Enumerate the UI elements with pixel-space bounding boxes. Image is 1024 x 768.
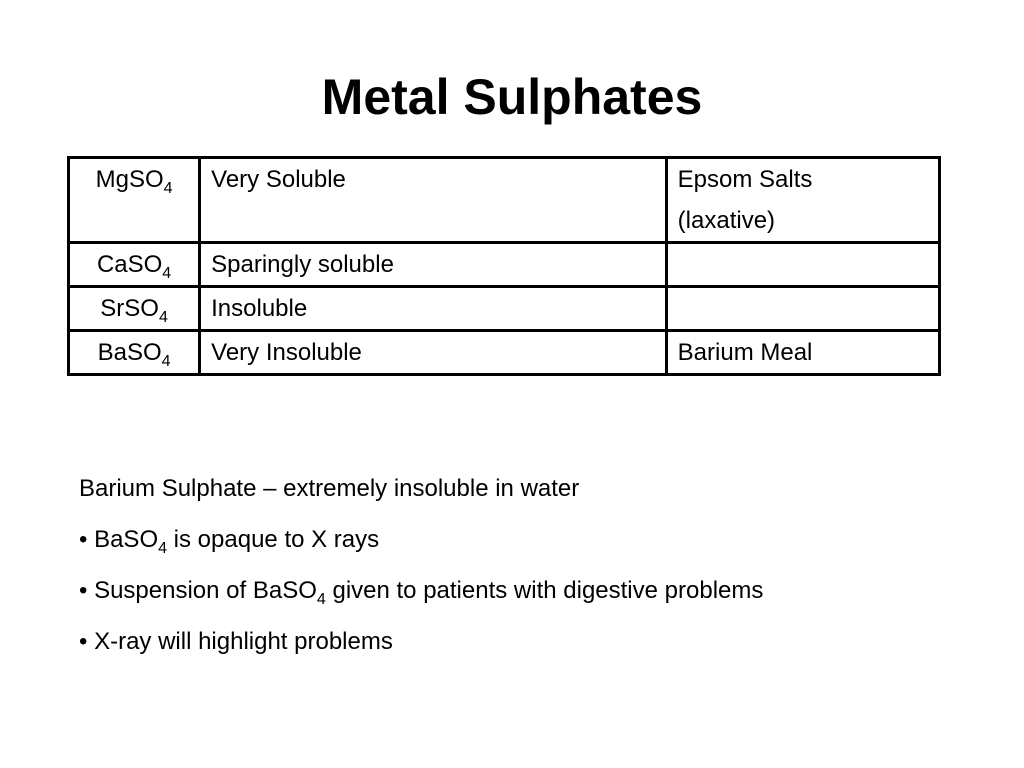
bullet-suspension [79,572,979,623]
bullet-text: • Suspension of [79,577,253,604]
notes-heading: Barium Sulphate – extremely insoluble in water [79,475,580,502]
formula-cell [69,331,200,375]
solubility-cell: Insoluble [200,287,667,331]
formula-base: BaSO [252,577,317,604]
formula-cell [69,287,200,331]
formula-cell [69,243,200,287]
formula-subscript: 4 [316,591,326,608]
formula-base: CaSO [96,251,163,278]
formula-subscript: 4 [161,353,171,370]
bullet-text: • [79,526,95,553]
formula-subscript: 4 [163,180,173,197]
bullet-text: given to patients with digestive problems [325,577,764,604]
solubility-cell: Very Soluble [200,158,667,243]
formula-base: SrSO [100,295,159,322]
table-row-caso4 [69,243,940,287]
table-row-baso4 [69,331,940,375]
use-line-1: Epsom Salts [677,166,813,193]
use-cell [666,243,939,287]
table-row-srso4 [69,287,940,331]
use-cell: Barium Meal [666,331,939,375]
use-cell [666,287,939,331]
bullet-xray-highlight: • X-ray will highlight problems [79,628,393,655]
formula-subscript: 4 [162,265,172,282]
formula-base: BaSO [97,339,162,366]
solubility-cell: Sparingly soluble [200,243,667,287]
use-cell [666,158,939,243]
solubility-cell: Very Insoluble [200,331,667,375]
use-line-2: (laxative) [677,207,776,234]
sulphates-table [67,156,941,376]
formula-subscript: 4 [158,540,168,557]
table-row-mgso4 [69,158,940,243]
bullet-text: is opaque to X rays [167,526,380,553]
formula-subscript: 4 [158,309,168,326]
bullet-opaque-xrays [79,521,979,572]
formula-base: BaSO [94,526,159,553]
notes-block [79,470,979,674]
slide-title: Metal Sulphates [321,69,703,125]
formula-cell [69,158,200,243]
formula-base: MgSO [95,166,164,193]
